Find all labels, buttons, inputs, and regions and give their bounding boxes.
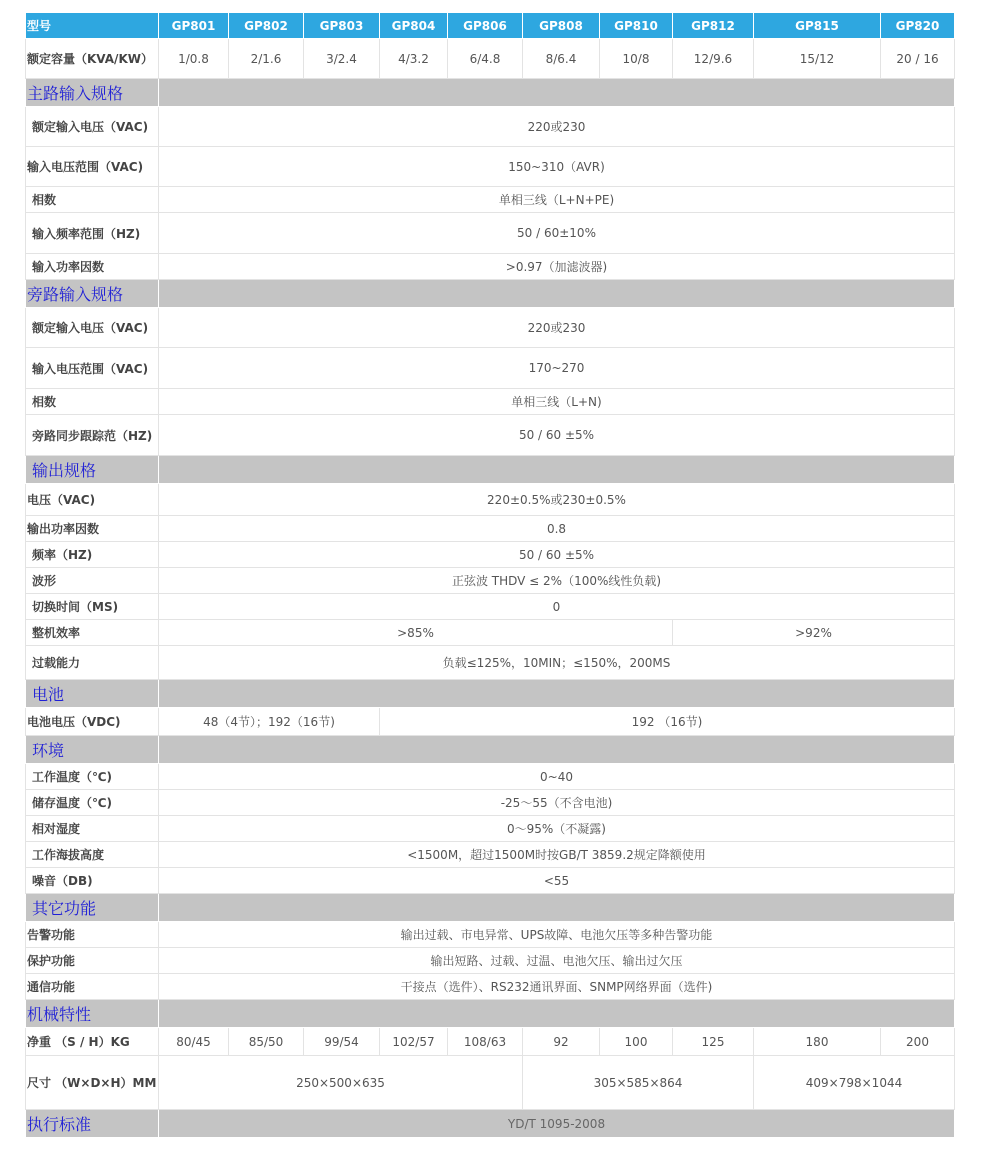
row-label: 输入频率范围（HZ): [26, 213, 159, 254]
value-cell: 0~40: [159, 764, 955, 790]
value-cell: 50 / 60 ±5%: [159, 542, 955, 568]
row-label: 整机效率: [26, 620, 159, 646]
value-cell: 92: [523, 1028, 600, 1056]
value-cell: 0～95%（不凝露): [159, 816, 955, 842]
section-mechanical: [26, 1000, 955, 1028]
row-label: 额定输入电压（VAC): [26, 308, 159, 348]
row-label: 旁路同步跟踪范（HZ): [26, 415, 159, 456]
value-cell: 6/4.8: [448, 39, 523, 79]
spec-row: [26, 764, 955, 790]
spec-row: [26, 348, 955, 389]
value-cell: 输出短路、过载、过温、电池欠压、输出过欠压: [159, 948, 955, 974]
spec-row: [26, 187, 955, 213]
value-cell: 192 （16节): [380, 708, 955, 736]
row-label: 频率（HZ): [26, 542, 159, 568]
value-cell: 125: [673, 1028, 754, 1056]
value-cell: 102/57: [380, 1028, 448, 1056]
row-label: 输入电压范围（VAC): [26, 147, 159, 187]
value-cell: 180: [754, 1028, 881, 1056]
spec-row: [26, 842, 955, 868]
spec-row: [26, 415, 955, 456]
row-label: 输入功率因数: [26, 254, 159, 280]
value-cell: 1/0.8: [159, 39, 229, 79]
row-label: 通信功能: [26, 974, 159, 1000]
value-cell: 250×500×635: [159, 1056, 523, 1110]
value-cell: 220或230: [159, 308, 955, 348]
value-cell: 8/6.4: [523, 39, 600, 79]
value-cell: 85/50: [229, 1028, 304, 1056]
section-title: 执行标准: [26, 1110, 159, 1138]
dimension-row: [26, 1056, 955, 1110]
section-output: [26, 456, 955, 484]
spec-row: [26, 147, 955, 187]
row-label: 额定输入电压（VAC): [26, 107, 159, 147]
value-cell: 50 / 60±10%: [159, 213, 955, 254]
value-cell: >0.97（加滤波器): [159, 254, 955, 280]
value-cell: 48（4节）；192（16节): [159, 708, 380, 736]
value-cell: 220或230: [159, 107, 955, 147]
value-cell: 170~270: [159, 348, 955, 389]
row-label: 噪音（DB): [26, 868, 159, 894]
value-cell: 10/8: [600, 39, 673, 79]
value-cell: YD/T 1095-2008: [159, 1110, 955, 1138]
spec-row: [26, 620, 955, 646]
section-main-input: [26, 79, 955, 107]
header-row: [26, 13, 955, 39]
row-label: 工作温度（℃): [26, 764, 159, 790]
model-label: 型号: [26, 13, 159, 39]
section-title: 电池: [26, 680, 159, 708]
model-cell: GP801: [159, 13, 229, 39]
value-cell: 负载≤125%，10MIN；≤150%，200MS: [159, 646, 955, 680]
section-title: 输出规格: [26, 456, 159, 484]
value-cell: 50 / 60 ±5%: [159, 415, 955, 456]
value-cell: >85%: [159, 620, 673, 646]
model-cell: GP820: [881, 13, 955, 39]
spec-row: [26, 974, 955, 1000]
value-cell: 15/12: [754, 39, 881, 79]
spec-row: [26, 646, 955, 680]
value-cell: 单相三线（L+N): [159, 389, 955, 415]
value-cell: 200: [881, 1028, 955, 1056]
spec-row: [26, 708, 955, 736]
model-cell: GP812: [673, 13, 754, 39]
spec-row: [26, 389, 955, 415]
value-cell: >92%: [673, 620, 955, 646]
spec-row: [26, 594, 955, 620]
value-cell: 单相三线（L+N+PE): [159, 187, 955, 213]
model-cell: GP810: [600, 13, 673, 39]
model-cell: GP815: [754, 13, 881, 39]
row-label: 相数: [26, 187, 159, 213]
capacity-row: [26, 39, 955, 79]
value-cell: 100: [600, 1028, 673, 1056]
model-cell: GP802: [229, 13, 304, 39]
model-cell: GP804: [380, 13, 448, 39]
row-label: 工作海拔高度: [26, 842, 159, 868]
value-cell: 99/54: [304, 1028, 380, 1056]
weight-row: [26, 1028, 955, 1056]
spec-row: [26, 542, 955, 568]
row-label: 电压（VAC): [26, 484, 159, 516]
spec-table: [25, 12, 955, 1138]
value-cell: 正弦波 THDV ≤ 2%（100%线性负载): [159, 568, 955, 594]
value-cell: 20 / 16: [881, 39, 955, 79]
row-label: 储存温度（℃): [26, 790, 159, 816]
model-cell: GP803: [304, 13, 380, 39]
spec-row: [26, 254, 955, 280]
spec-row: [26, 568, 955, 594]
section-title: 机械特性: [26, 1000, 159, 1028]
spec-row: [26, 790, 955, 816]
value-cell: 0.8: [159, 516, 955, 542]
section-battery: [26, 680, 955, 708]
row-label: 尺寸 （W×D×H）MM: [26, 1056, 159, 1110]
spec-row: [26, 308, 955, 348]
value-cell: <1500M，超过1500M时按GB/T 3859.2规定降额使用: [159, 842, 955, 868]
spec-row: [26, 516, 955, 542]
spec-row: [26, 922, 955, 948]
row-label: 电池电压（VDC): [26, 708, 159, 736]
value-cell: 220±0.5%或230±0.5%: [159, 484, 955, 516]
spec-row: [26, 107, 955, 147]
row-label: 额定容量（KVA/KW）: [26, 39, 159, 79]
value-cell: 12/9.6: [673, 39, 754, 79]
row-label: 告警功能: [26, 922, 159, 948]
row-label: 输出功率因数: [26, 516, 159, 542]
spec-row: [26, 484, 955, 516]
spec-row: [26, 868, 955, 894]
value-cell: 干接点（选件）、RS232通讯界面、SNMP网络界面（选件): [159, 974, 955, 1000]
section-standard: [26, 1110, 955, 1138]
value-cell: 4/3.2: [380, 39, 448, 79]
row-label: 相数: [26, 389, 159, 415]
model-cell: GP806: [448, 13, 523, 39]
spec-row: [26, 948, 955, 974]
value-cell: 2/1.6: [229, 39, 304, 79]
value-cell: 150~310（AVR): [159, 147, 955, 187]
value-cell: 305×585×864: [523, 1056, 754, 1110]
section-other: [26, 894, 955, 922]
value-cell: 3/2.4: [304, 39, 380, 79]
row-label: 切换时间（MS): [26, 594, 159, 620]
section-title: 环境: [26, 736, 159, 764]
section-title: 旁路输入规格: [26, 280, 159, 308]
section-title: 其它功能: [26, 894, 159, 922]
row-label: 输入电压范围（VAC): [26, 348, 159, 389]
value-cell: -25～55（不含电池): [159, 790, 955, 816]
row-label: 保护功能: [26, 948, 159, 974]
value-cell: 0: [159, 594, 955, 620]
section-title: 主路输入规格: [26, 79, 159, 107]
section-bypass-input: [26, 280, 955, 308]
row-label: 净重 （S / H）KG: [26, 1028, 159, 1056]
value-cell: 80/45: [159, 1028, 229, 1056]
value-cell: 108/63: [448, 1028, 523, 1056]
value-cell: 输出过载、市电异常、UPS故障、电池欠压等多种告警功能: [159, 922, 955, 948]
value-cell: <55: [159, 868, 955, 894]
model-cell: GP808: [523, 13, 600, 39]
spec-row: [26, 816, 955, 842]
row-label: 相对湿度: [26, 816, 159, 842]
value-cell: 409×798×1044: [754, 1056, 955, 1110]
spec-row: [26, 213, 955, 254]
section-environment: [26, 736, 955, 764]
row-label: 过载能力: [26, 646, 159, 680]
row-label: 波形: [26, 568, 159, 594]
